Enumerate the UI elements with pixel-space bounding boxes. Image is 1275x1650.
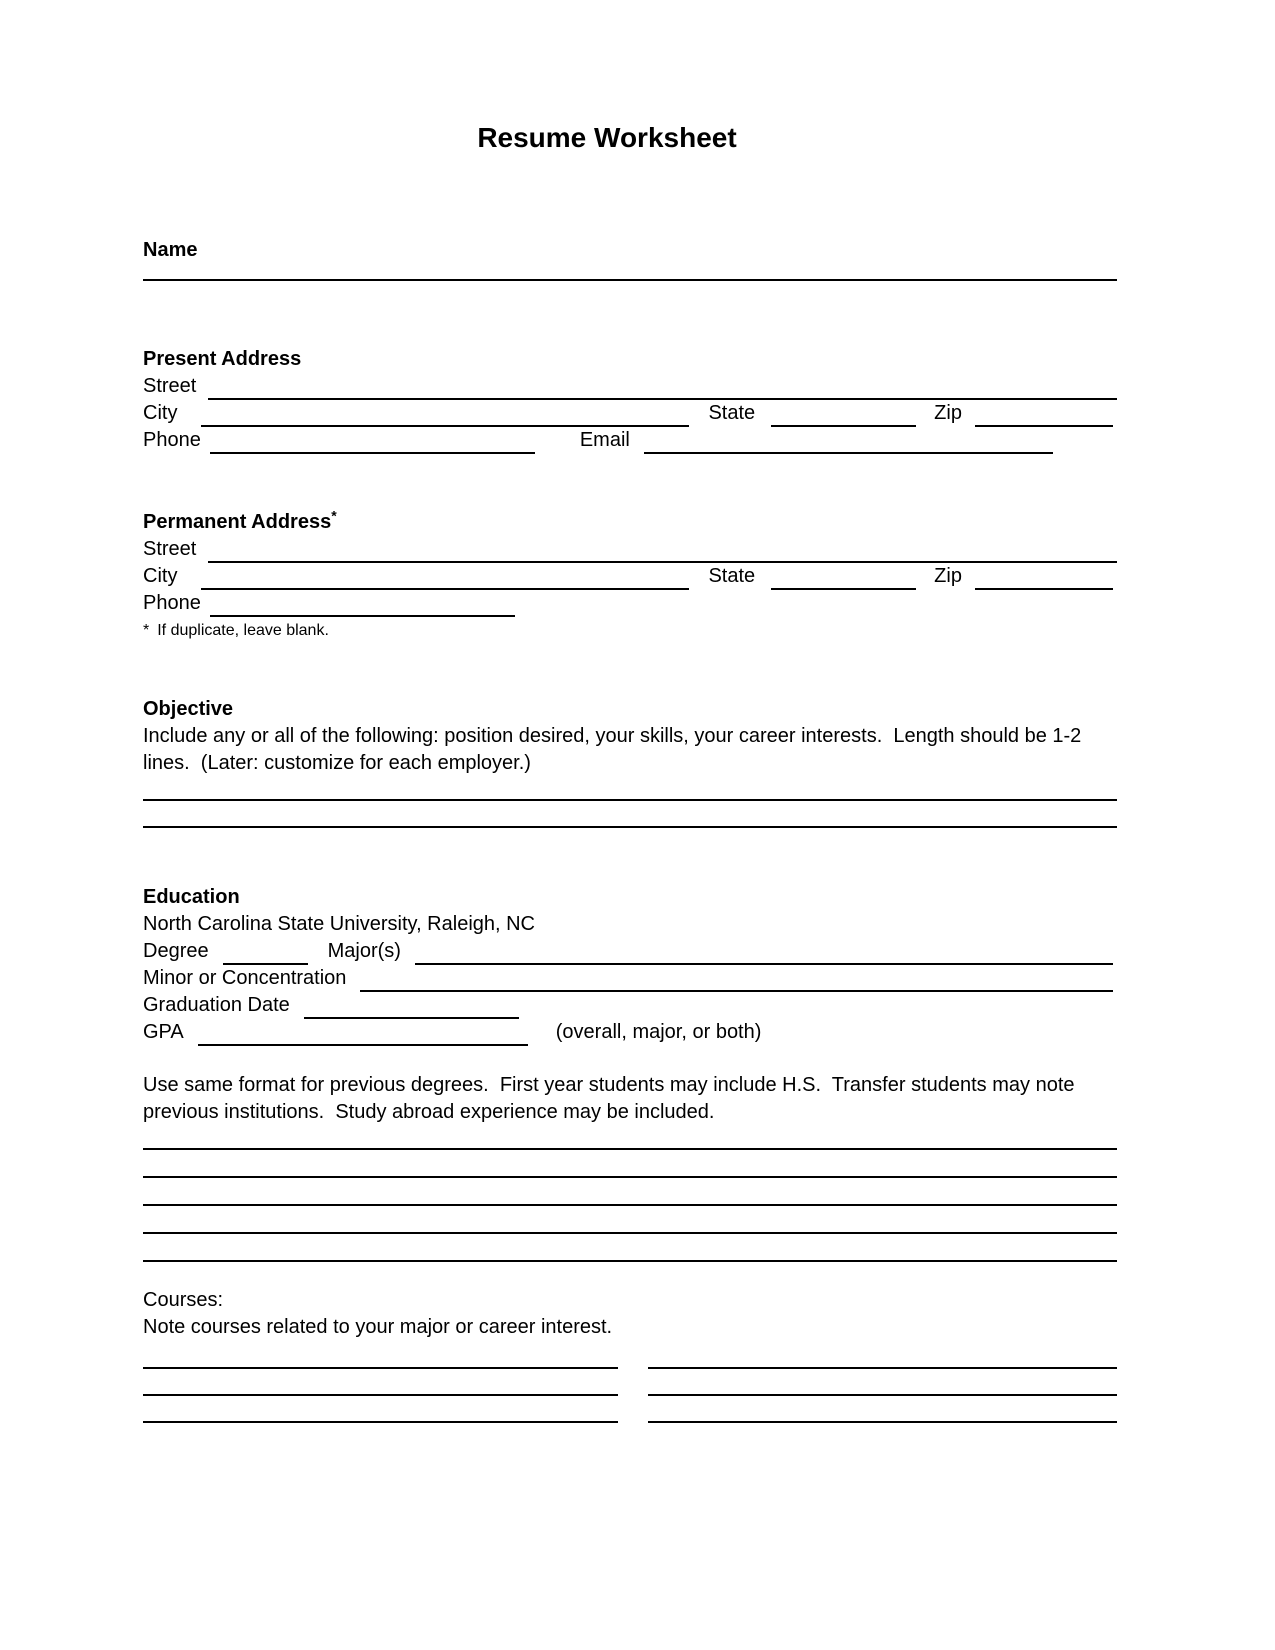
graduation-date-label: Graduation Date	[143, 994, 290, 1016]
present-zip-label: Zip	[934, 402, 962, 424]
present-city-label: City	[143, 402, 178, 424]
present-state-fill-line	[771, 405, 916, 427]
permanent-phone-label: Phone	[143, 592, 201, 614]
permanent-street-label: Street	[143, 538, 197, 560]
graduation-date-fill-line	[304, 997, 519, 1019]
gpa-note: (overall, major, or both)	[555, 1021, 762, 1043]
present-email-fill-line	[644, 432, 1053, 454]
permanent-city-row	[143, 563, 1117, 590]
course-fill-line-left-3	[143, 1421, 618, 1423]
education-fill-line-3	[143, 1204, 1117, 1206]
present-phone-fill-line	[210, 432, 535, 454]
present-state-label: State	[708, 402, 756, 424]
education-heading: Education	[143, 886, 240, 908]
permanent-phone-fill-line	[210, 595, 515, 617]
resume-worksheet-page	[143, 0, 1117, 1423]
courses-line-row-1	[143, 1367, 1117, 1369]
objective-fill-line-2	[143, 826, 1117, 828]
minor-label: Minor or Concentration	[143, 967, 347, 989]
graduation-date-row	[143, 992, 1117, 1019]
objective-fill-line-1	[143, 799, 1117, 801]
present-zip-fill-line	[975, 405, 1113, 427]
gpa-label: GPA	[143, 1021, 184, 1043]
permanent-street-fill-line	[208, 541, 1117, 563]
majors-label: Major(s)	[327, 940, 401, 962]
duplicate-footnote	[143, 621, 1117, 641]
permanent-zip-label: Zip	[934, 565, 962, 587]
permanent-address-asterisk: *	[331, 507, 337, 524]
education-fill-line-1	[143, 1148, 1117, 1150]
education-note: Use same format for previous degrees. First year students may include H.S. Transfer students may note previous institutions. Study abroad experience may be included.	[143, 1074, 1081, 1123]
education-institution: North Carolina State University, Raleigh, NC	[143, 913, 536, 935]
name-fill-line	[143, 279, 1117, 281]
present-address-heading: Present Address	[143, 348, 302, 370]
footnote-text: If duplicate, leave blank.	[157, 622, 329, 639]
course-fill-line-right-1	[648, 1367, 1117, 1369]
permanent-city-label: City	[143, 565, 178, 587]
permanent-state-fill-line	[771, 568, 916, 590]
permanent-zip-fill-line	[975, 568, 1113, 590]
name-section-heading: Name	[143, 239, 198, 261]
present-street-fill-line	[208, 378, 1117, 400]
course-fill-line-left-2	[143, 1394, 618, 1396]
permanent-address-heading	[143, 509, 1117, 536]
present-city-row	[143, 400, 1117, 427]
education-fill-line-5	[143, 1260, 1117, 1262]
courses-line-row-2	[143, 1394, 1117, 1396]
present-street-row	[143, 373, 1117, 400]
courses-instructions: Note courses related to your major or career interest.	[143, 1316, 613, 1338]
degree-fill-line	[223, 943, 308, 965]
objective-instructions: Include any or all of the following: position desired, your skills, your career interests. Length should be 1-2 lines. (Later: customize for each employer.)	[143, 725, 1087, 774]
present-city-fill-line	[201, 405, 689, 427]
present-street-label: Street	[143, 375, 197, 397]
present-email-label: Email	[579, 429, 630, 451]
permanent-street-row	[143, 536, 1117, 563]
courses-line-row-3	[143, 1421, 1117, 1423]
majors-fill-line	[415, 943, 1113, 965]
education-fill-line-4	[143, 1232, 1117, 1234]
page-title: Resume Worksheet	[477, 122, 737, 153]
course-fill-line-left-1	[143, 1367, 618, 1369]
permanent-city-fill-line	[201, 568, 689, 590]
objective-heading: Objective	[143, 698, 234, 720]
minor-fill-line	[360, 970, 1113, 992]
present-phone-label: Phone	[143, 429, 201, 451]
footnote-asterisk: *	[143, 622, 150, 639]
degree-row	[143, 938, 1117, 965]
course-fill-line-right-3	[648, 1421, 1117, 1423]
degree-label: Degree	[143, 940, 209, 962]
minor-row	[143, 965, 1117, 992]
education-fill-line-2	[143, 1176, 1117, 1178]
gpa-fill-line	[198, 1024, 528, 1046]
course-fill-line-right-2	[648, 1394, 1117, 1396]
courses-heading: Courses:	[143, 1289, 224, 1311]
permanent-address-heading-text: Permanent Address	[143, 511, 332, 533]
gpa-row	[143, 1019, 1117, 1046]
present-phone-row	[143, 427, 1117, 454]
permanent-state-label: State	[708, 565, 756, 587]
permanent-phone-row	[143, 590, 1117, 617]
